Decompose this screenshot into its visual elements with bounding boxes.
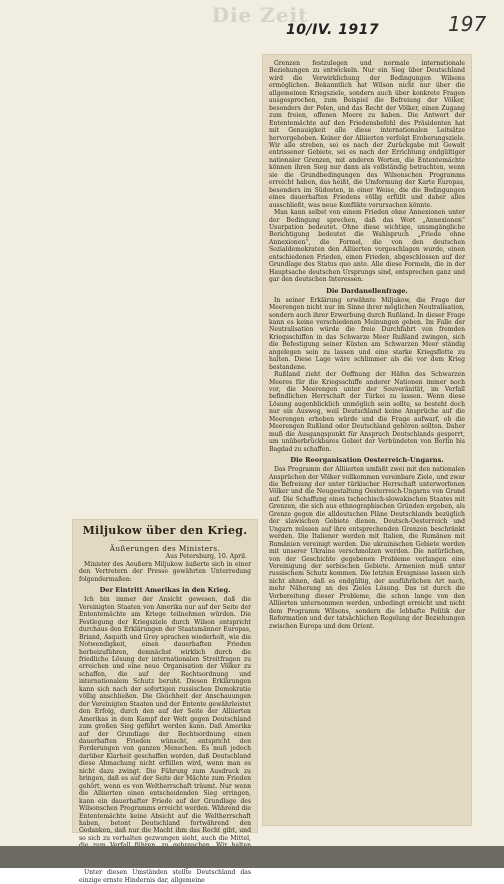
dateline: Aus Petersburg, 10. April. — [165, 553, 247, 560]
section-heading: Der Eintritt Amerikas in den Krieg. — [99, 586, 231, 595]
newspaper-clipping-left — [73, 520, 257, 884]
paragraph: In seiner Erklärung erwähnte Miljukow, die Frage der Meerengen nicht nur im Sinne ihrer möglichen Neutralisation, sondern auch ihrer Erwerbung durch Rußland. In dieser Frage kann es keine verschiedenen Meinungen geben. Im Falle der Neutralisation würde die freie Durchfahrt von fremden Kriegsschiffen in das Schwarze Meer Rußland zwingen, sich die Befestigung seiner Küsten am Schwarzen Meer ständig angelegen sein zu lassen und eine starke Kriegsflotte zu halten. Diese Lage wäre schlimmer als die vor dem Krieg bestandene. — [269, 296, 465, 371]
clipping-column — [269, 60, 465, 820]
masthead-stamp: Die Zeit — [211, 3, 309, 27]
article-title: Miljukow über den Krieg. — [82, 524, 248, 537]
handwritten-page-number: 197 — [448, 12, 487, 36]
paragraph: Das Programm der Alliierten umfaßt zwei mit den nationalen Ansprüchen der Völker vollkommen vereinbare Ziele, und zwar die Befreiung der unter türkischer Herrschaft unterworfenen Völker und die Neugestaltung Oesterreich-Ungarns von Grund auf. Die Schaffung eines tschechisch-slowakischen Staates mit Grenzen, die sich aus ethnographischen Gründen ergeben, als Grenze gegen die alldeutschen Pläne Deutschlands bezüglich der slawischen Gebiete dienen. Deutsch-Oesterreich und Ungarn müssen auf ihre entsprechenden Grenzen beschränkt werden. Die Italiener werden mit Italien, die Rumänen mit Rumänien vereinigt werden. Die ukrainischen Gebiete werden mit unserer Ukraine verschmolzen werden. Die natürlichen, von der Geschichte gegebenen Probleme verlangen eine Vereinigung der serbischen Gebiete. Armenien muß unter russischem Schutz kommen. Die letzten Ereignisse lassen sich nicht ahnen, daß es endgültig, der ausführlichen Art nach, mehr Näherung an des Zieles Lösung. Das ist durch die Vorbereitung dieser Probleme, die schon lange von den Alliierten unternommen werden, unbedingt erreicht und nicht dem Programm Wilsons, sondern die lebhafte Politik der Reformation und der tatsächlichen Regelung der Beziehungen zwischen Europa und dem Orient. — [269, 466, 465, 630]
newspaper-clipping-right — [263, 55, 471, 825]
paragraph: Rußland zieht der Oeffnung der Häfen des Schwarzen Meeres für die Kriegsschiffe anderer Nationen immer noch vor, die Meerengen unter der Souveränität, im Verfall befindlichen Herrschaft der Türkei zu lassen. Wenn diese Lösung augenblicklich unmöglich sein sollte, so besteht doch nur ein Ausweg, weil Deutschland keine Ansprüche auf die Meerengen erheben würde und die Frage aufwarf, ob die Meerengen Rußland oder Deutschland gehören sollten. Daher muß die Ausgangspunkt für Anspruch Deutschlands gesperrt, um unüberbrückbares Gebiet der Verbündeten von Berlin bis Bagdad zu schaffen. — [269, 371, 465, 453]
paragraph: Grenzen festzulegen und normale internationale Beziehungen zu entwickeln. Nur ein Sieg über Deutschland wird die Verwirklichung der Bedingungen Wilsons ermöglichen. Bekanntlich hat Wilson nicht nur über die allgemeinen Kriegsziele, sondern auch über konkrete Fragen ausgesprochen, zum Beispiel die Befreiung der Völker, besonders der Polen, und das Recht der Völker, einen Zugang zum freien, offenen Meere zu haben. Die Antwort der Ententemächte auf den Friedensbefehl des Präsidenten hat mit Genauigkeit alle diese internationalen Leitsätze hervorgehoben. Keiner der Alliierten verfolgt Eroberungsziele. Wir alle streben, sei es nach der Zurückgabe mit Gewalt entrissener Gebiete, sei es nach der Errichtung endgültiger nationaler Grenzen, mit anderen Worten, die Ententemächte können ihren Sieg nur dann als vollständig betrachten, wenn sie die Grundbedingungen des Wilsonschen Programms erreicht haben, das heißt, die Umformung der Karte Europas, besonders im Südosten, in einer Weise, die die Bedingungen eines dauerhaften Friedens völlig erfüllt und daher alles ausschließt, was neue Konflikte verursachen könnte. — [269, 60, 465, 209]
scan-border — [0, 846, 504, 868]
article-subtitle: Äußerungen des Ministers. — [109, 544, 221, 553]
body-paragraph: Ich bin immer der Ansicht gewesen, daß die Vereinigten Staaten von Amerika nur auf der Seite der Ententemächte am Kriege teilnehmen würden. Die Festlegung der Kriegsziele durch Wilson entspricht durchaus den Erklärungen der Staatsmänner Europas, Briand, Asquith und Grey sprachen wiederholt, wie die Notwendigkeit, einen dauerhaften Frieden herbeizuführen, demnächst wirklich durch die friedliche Lösung der internationalen Streitfragen zu erreichen und eine neue Organisation der Völker zu schaffen, die auf der Rechtsordnung und internationalem Schutz beruht. Diesen Erklärungen kann sich nach der sofortigen russischen Demokratie völlig anschließen. Die Gleichheit der Anschauungen der Vereinigten Staaten und der Entente gewährleistet den Erfolg, durch den auf der Seite der Alliierten Amerikas in dem Kampf der Welt gegen Deutschland zum großen Sieg geführt werden kann. Daß Amerika auf der Grundlage der Rechtsordnung einen dauerhaften Frieden wünscht, entspricht den Forderungen von ganzen Menschen. Es muß jedoch darüber Klarheit geschaffen werden, daß Deutschland diese Abmachung nicht erfüllen wird, wenn man es nicht dazu zwingt. Die Führung zum Ausdruck zu bringen, daß es auf der Seite der Mächte zum Frieden gehört, wenn es von Weltherrschaft träumt. Nur wenn die Alliierten einen entscheidenden Sieg erringen, kann ein dauerhafter Friede auf der Grundlage des Wilsonschen Programms erreicht werden. Während die Ententemächte keine Absicht auf die Weltherrschaft haben, betont Deutschland fortwährend den Gedanken, daß nur die Macht ihm das Recht gibt, und so sich zu verhalten gezwungen sieht, auch die Mittel, — [79, 596, 251, 842]
section-heading: Die Dardanellenfrage. — [326, 286, 408, 295]
handwritten-date: 10/IV. 1917 — [286, 22, 380, 38]
intro-paragraph: Minister des Aeußern Miljukow äußerte sich in einer den Vertretern der Presse gewährten Unterredung folgendermaßen: — [79, 561, 251, 583]
closing-paragraph: Unter diesen Umständen stellte Deutschland das einzige ernste Hindernis dar, allgemeine — [79, 869, 251, 884]
divider — [119, 540, 211, 541]
section-heading: Die Reorganisation Oesterreich-Ungarns. — [290, 456, 444, 465]
clipping-column — [79, 524, 251, 884]
paragraph: Man kann selbst von einem Frieden ohne Annexionen unter der Bedingung sprechen, daß das Wort „Annexionen“ Usurpation bedeutet. Ohne diese wichtige, unumgängliche Berichtigung bedeutet die Wahlspruch „Friede ohne Annexionen“, die Formel, die von den deutschen Sozialdemokraten den Alliierten vorgeschlagen wurde, einen entschiedenen Frieden, einen Frieden, abgeschlossen auf der Grundlage des Status quo ante. Alle diese Formeln, die in der Hauptsache deutschen Ursprungs sind, entsprechen ganz und gar den deutschen Interessen. — [269, 209, 465, 284]
